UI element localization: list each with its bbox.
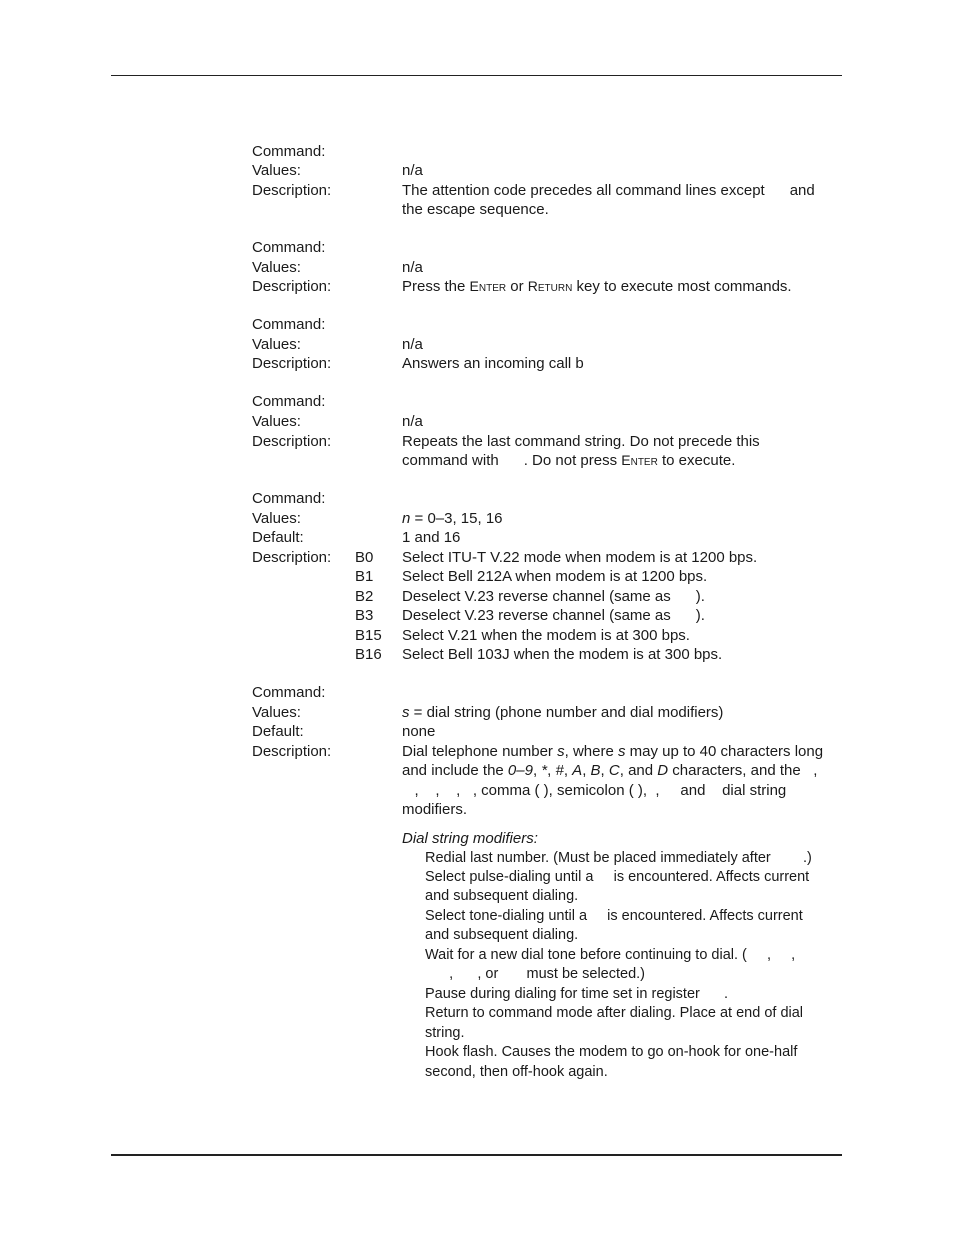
- description-line: Answers an incoming call b: [402, 355, 584, 372]
- command-label: Command:: [252, 143, 326, 160]
- description-line: and include the 0–9, *, #, A, B, C, and D characters, and the ,: [402, 762, 818, 779]
- option-text: Select Bell 212A when modem is at 1200 bps.: [402, 568, 708, 585]
- option-code: B3: [355, 607, 374, 624]
- values-label: Values:: [252, 259, 301, 276]
- footer-rule: [111, 1154, 842, 1156]
- modifier-line: Wait for a new dial tone before continuing to dial. ( , ,: [425, 947, 796, 963]
- description-line: modifiers.: [402, 801, 468, 818]
- default-label: Default:: [252, 529, 304, 546]
- values-value: n/a: [402, 413, 423, 430]
- option-code: B16: [355, 646, 382, 663]
- command-label: Command:: [252, 490, 326, 507]
- modifier-line: Select pulse-dialing until a is encountered. Affects current: [425, 869, 810, 885]
- header-rule: [111, 75, 842, 76]
- modifier-line: Pause during dialing for time set in register .: [425, 986, 729, 1002]
- enter-key-name: Enter: [621, 452, 658, 468]
- values-value: n/a: [402, 259, 423, 276]
- option-text: Select V.21 when the modem is at 300 bps.: [402, 627, 690, 644]
- modifier-line: Select tone-dialing until a is encountered. Affects current: [425, 908, 803, 924]
- values-value: s = dial string (phone number and dial modifiers): [402, 704, 724, 721]
- default-value: 1 and 16: [402, 529, 461, 546]
- values-label: Values:: [252, 510, 301, 527]
- values-value: n/a: [402, 336, 423, 353]
- command-label: Command:: [252, 316, 326, 333]
- default-label: Default:: [252, 723, 304, 740]
- description-line: , , , , comma ( ), semicolon ( ), , and dial string: [402, 782, 787, 799]
- description-label: Description:: [252, 355, 332, 372]
- modifier-line: string.: [425, 1025, 465, 1041]
- option-code: B2: [355, 588, 374, 605]
- description-label: Description:: [252, 433, 332, 450]
- modifier-line: second, then off-hook again.: [425, 1064, 608, 1080]
- description-line: command with . Do not press Enter to execute.: [402, 452, 736, 469]
- command-label: Command:: [252, 239, 326, 256]
- description-label: Description:: [252, 182, 332, 199]
- values-label: Values:: [252, 336, 301, 353]
- command-label: Command:: [252, 684, 326, 701]
- modifier-line: and subsequent dialing.: [425, 888, 579, 904]
- description-label: Description:: [252, 549, 332, 566]
- description-line: Repeats the last command string. Do not precede this: [402, 433, 760, 450]
- option-code: B1: [355, 568, 374, 585]
- option-code: B15: [355, 627, 382, 644]
- modifier-line: , , or must be selected.): [425, 966, 645, 982]
- modifiers-heading: Dial string modifiers:: [402, 830, 538, 847]
- option-text: Deselect V.23 reverse channel (same as ).: [402, 607, 705, 624]
- modifier-line: Return to command mode after dialing. Place at end of dial: [425, 1005, 804, 1021]
- values-label: Values:: [252, 162, 301, 179]
- description-line: Press the Enter or Return key to execute most commands.: [402, 278, 792, 295]
- enter-key-name: Enter: [469, 278, 507, 294]
- modifier-line: and subsequent dialing.: [425, 927, 579, 943]
- values-value: n = 0–3, 15, 16: [402, 510, 503, 527]
- option-text: Select ITU-T V.22 mode when modem is at 1200 bps.: [402, 549, 758, 566]
- values-label: Values:: [252, 413, 301, 430]
- option-code: B0: [355, 549, 374, 566]
- option-text: Select Bell 103J when the modem is at 300 bps.: [402, 646, 723, 663]
- values-value: n/a: [402, 162, 423, 179]
- description-line: the escape sequence.: [402, 201, 549, 218]
- option-text: Deselect V.23 reverse channel (same as ).: [402, 588, 705, 605]
- return-key-name: Return: [527, 278, 573, 294]
- description-label: Description:: [252, 278, 332, 295]
- default-value: none: [402, 723, 436, 740]
- command-label: Command:: [252, 393, 326, 410]
- description-label: Description:: [252, 743, 332, 760]
- values-label: Values:: [252, 704, 301, 721]
- description-line: The attention code precedes all command lines except and: [402, 182, 815, 199]
- modifier-line: Hook flash. Causes the modem to go on-hook for one-half: [425, 1044, 798, 1060]
- description-line: Dial telephone number s, where s may up to 40 characters long: [402, 743, 824, 760]
- modifier-line: Redial last number. (Must be placed immediately after .): [425, 850, 812, 866]
